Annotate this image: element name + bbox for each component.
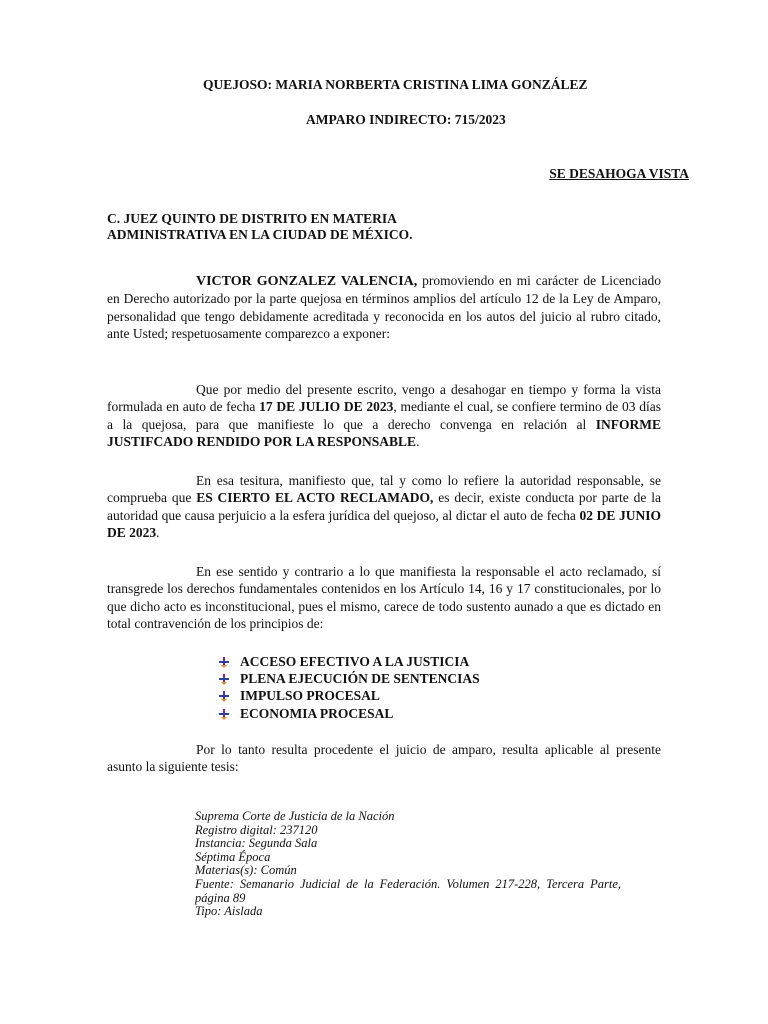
tesis-intro-paragraph — [107, 741, 661, 776]
addressee-block — [107, 211, 527, 243]
promovente-name: VICTOR GONZALEZ VALENCIA, — [196, 274, 418, 289]
vista-paragraph — [107, 381, 661, 450]
tesitura-paragraph — [107, 472, 661, 541]
auto-date: 17 DE JULIO DE 2023 — [259, 399, 394, 415]
auto-date: 02 DE JUNIO DE 2023 — [107, 507, 661, 540]
subject-heading: SE DESAHOGA VISTA — [549, 166, 689, 181]
amparo-number-heading: AMPARO INDIRECTO: 715/2023 — [306, 112, 506, 127]
paragraph-text: En ese sentido y contrario a lo que manifiesta la responsable el acto reclamado, sí transgrede los derechos fundamentales contenidos en los Artículo 14, 16 y 17 constitucionales, por lo que dicho acto es inconstitucional, pues el mismo, carece de todo sustento aunado a que es dictado en total contravención de los principios de: — [107, 564, 661, 631]
paragraph-text: , mediante el cual, se confiere termino de 03 días a la quejosa, para que manifieste lo que a derecho convenga en relación al — [107, 399, 661, 432]
paragraph-text: promoviendo en mi carácter de Licenciado en Derecho autorizado por la parte quejosa en términos amplios del artículo 12 de la Ley de Amparo, personalidad que tengo debidamente acreditada y reconocida en los autos del juicio al rubro citado, ante Usted; respetuosamente comparezco a exponer: — [107, 273, 661, 341]
arrow-bullet-icon — [218, 690, 230, 702]
paragraph-text: es decir, existe conducta por parte de la autoridad que causa perjuicio a la esfera jurídica del quejoso, al dictar el auto de fecha — [107, 490, 661, 523]
paragraph-text: Que por medio del presente escrito, vengo a desahogar en tiempo y forma la vista formulada en auto de fecha — [107, 382, 661, 415]
paragraph-text: . — [156, 524, 160, 540]
list-item — [218, 705, 480, 722]
citation-materias: Materias(s): Común — [195, 863, 297, 878]
acto-reclamado-claim: ES CIERTO EL ACTO RECLAMADO, — [196, 490, 434, 506]
list-item — [218, 688, 480, 705]
principle-label: ECONOMIA PROCESAL — [240, 705, 394, 721]
addressee-line: C. JUEZ QUINTO DE DISTRITO EN MATERIA — [107, 211, 397, 226]
citation-court: Suprema Corte de Justicia de la Nación — [195, 809, 395, 823]
citation-instancia: Instancia: Segunda Sala — [195, 836, 318, 851]
intro-paragraph — [107, 272, 661, 342]
principle-label: PLENA EJECUCIÓN DE SENTENCIAS — [240, 670, 480, 686]
arrow-bullet-icon — [218, 708, 230, 720]
paragraph-text: . — [416, 433, 420, 449]
addressee-line: ADMINISTRATIVA EN LA CIUDAD DE MÉXICO. — [107, 227, 413, 242]
citation-fuente: Fuente: Semanario Judicial de la Federación. Volumen 217-228, Tercera Parte, página 89 — [195, 876, 621, 905]
sentido-paragraph — [107, 563, 661, 632]
principle-label: IMPULSO PROCESAL — [240, 688, 380, 704]
quejoso-heading: QUEJOSO: MARIA NORBERTA CRISTINA LIMA GONZÁLEZ — [203, 77, 588, 92]
citation-tipo: Tipo: Aislada — [195, 904, 263, 919]
principles-list — [218, 653, 480, 722]
tesis-citation — [195, 810, 621, 919]
list-item — [218, 670, 480, 687]
informe-reference: INFORME JUSTIFCADO RENDIDO POR LA RESPONSABLE — [107, 416, 661, 449]
arrow-bullet-icon — [218, 656, 230, 668]
paragraph-text: Por lo tanto resulta procedente el juicio de amparo, resulta aplicable al presente asunto la siguiente tesis: — [107, 742, 661, 775]
citation-registro: Registro digital: 237120 — [195, 822, 318, 837]
principle-label: ACCESO EFECTIVO A LA JUSTICIA — [240, 653, 470, 669]
paragraph-text: En esa tesitura, manifiesto que, tal y como lo refiere la autoridad responsable, se comprueba que — [107, 473, 661, 506]
arrow-bullet-icon — [218, 673, 230, 685]
list-item — [218, 653, 480, 670]
citation-epoca: Séptima Época — [195, 849, 271, 864]
